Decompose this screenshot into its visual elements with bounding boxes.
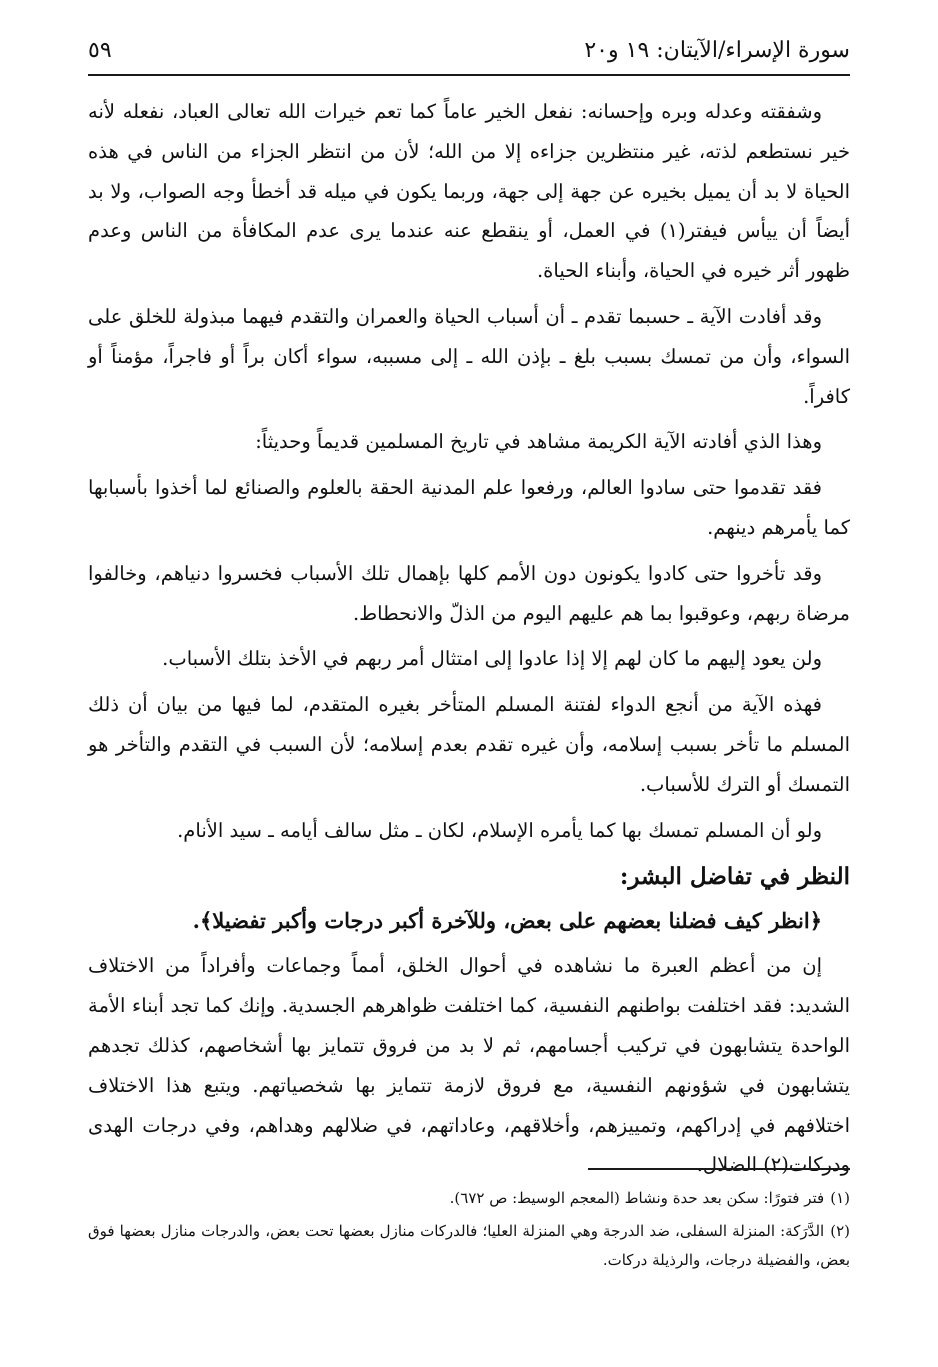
paragraph: ولو أن المسلم تمسك بها كما يأمره الإسلام، لكان ـ مثل سالف أيامه ـ سيد الأنام. [177,818,822,842]
section-heading: النظر في تفاضل البشر: [619,863,850,891]
paragraph: فهذه الآية من أنجع الدواء لفتنة المسلم المتأخر بغيره المتقدم، لما فيها من بيان أن ذلك المسلم ما تأخر بسبب إسلامه، وأن غيره تقدم بعدم إسلامه؛ لأن السبب في التقدم والتأخر هو التمسك أو الترك للأسباب. [88,693,850,796]
paragraph: فقد تقدموا حتى سادوا العالم، ورفعوا علم المدنية الحقة بالعلوم والصنائع لما أخذوا بأسبابها كما يأمرهم دينهم. [88,476,850,539]
footnote [88,1184,850,1213]
paragraph: ولن يعود إليهم ما كان لهم إلا إذا عادوا إلى امتثال أمر ربهم في الأخذ بتلك الأسباب. [162,647,822,671]
main-text [88,92,850,1191]
footnote [88,1217,850,1275]
paragraph: وقد أفادت الآية ـ حسبما تقدم ـ أن أسباب الحياة والعمران والتقدم فيهما مبذولة للخلق على السواء، وأن من تمسك بسبب بلغ ـ بإذن الله ـ إلى مسببه، سواء أكان براً أو فاجراً، مؤمناً أو كافراً. [88,304,850,408]
running-title: سورة الإسراء/الآيتان: ١٩ و٢٠ [584,38,850,63]
page-header [88,30,850,76]
footnote-number: (١) [830,1189,850,1207]
paragraph: وقد تأخروا حتى كادوا يكونون دون الأمم كلها بإهمال تلك الأسباب فخسروا دنياهم، وخالفوا مرضاة ربهم، وعوقبوا بما هم عليهم اليوم من الذلّ والانحطاط. [88,561,850,625]
footnote-text: الدَّرَكة: المنزلة السفلى، ضد الدرجة وهي المنزلة العليا؛ فالدركات منازل بعضها تحت بعض، والدرجات منازل بعضها فوق بعض، والفضيلة درجات، والرذيلة دركات. [88,1222,850,1269]
paragraph: وشفقته وعدله وبره وإحسانه: نفعل الخير عاماً كما تعم خيرات الله تعالى العباد، نفعله لأنه خير نستطعم لذته، غير منتظرين جزاءه إلا من الله؛ لأن من انتظر الجزاء من الناس في هذه الحياة لا بد أن يميل بخيره عن جهة إلى جهة، وربما يكون في ميله قد أخطأ وجه الصواب، ولا بد أيضاً أن ييأس فيفتر(١) في العمل، أو ينقطع عنه عندما يرى عدم المكافأة من الناس وعدم ظهور أثر خيره في الحياة، وأبناء الحياة. [88,100,850,283]
paragraph: إن من أعظم العبرة ما نشاهده في أحوال الخلق، أمماً وجماعات وأفراداً من الاختلاف الشديد: فقد اختلفت بواطنهم النفسية، كما اختلفت ظواهرهم الجسدية. وإنك كما تجد أبناء الأمة الواحدة يتشابهون في تركيب أجسامهم، ثم لا بد من فروق تتمايز بها أشخاصهم، كذلك تجدهم يتشابهون في شؤونهم النفسية، مع فروق لازمة تتمايز بها شخصياتهم. ويتبع هذا الاختلاف اختلافهم في إدراكهم، وتمييزهم، وأخلاقهم، وعاداتهم، في ضلالهم وهداهم، وفي درجات الهدى ودركات(٢) الضلال. [88,954,850,1177]
footnote-separator [588,1168,850,1170]
footnotes [88,1184,850,1279]
paragraph: وهذا الذي أفادته الآية الكريمة مشاهد في تاريخ المسلمين قديماً وحديثاً: [255,430,822,454]
footnote-text: فتر فتورًا: سكن بعد حدة ونشاط (المعجم الوسيط: ص ٦٧٢). [449,1189,825,1207]
quranic-verse: ﴿انظر كيف فضلنا بعضهم على بعض، وللآخرة أكبر درجات وأكبر تفضيلا﴾. [192,908,822,934]
footnote-number: (٢) [830,1222,850,1240]
page-number: ٥٩ [88,38,112,63]
